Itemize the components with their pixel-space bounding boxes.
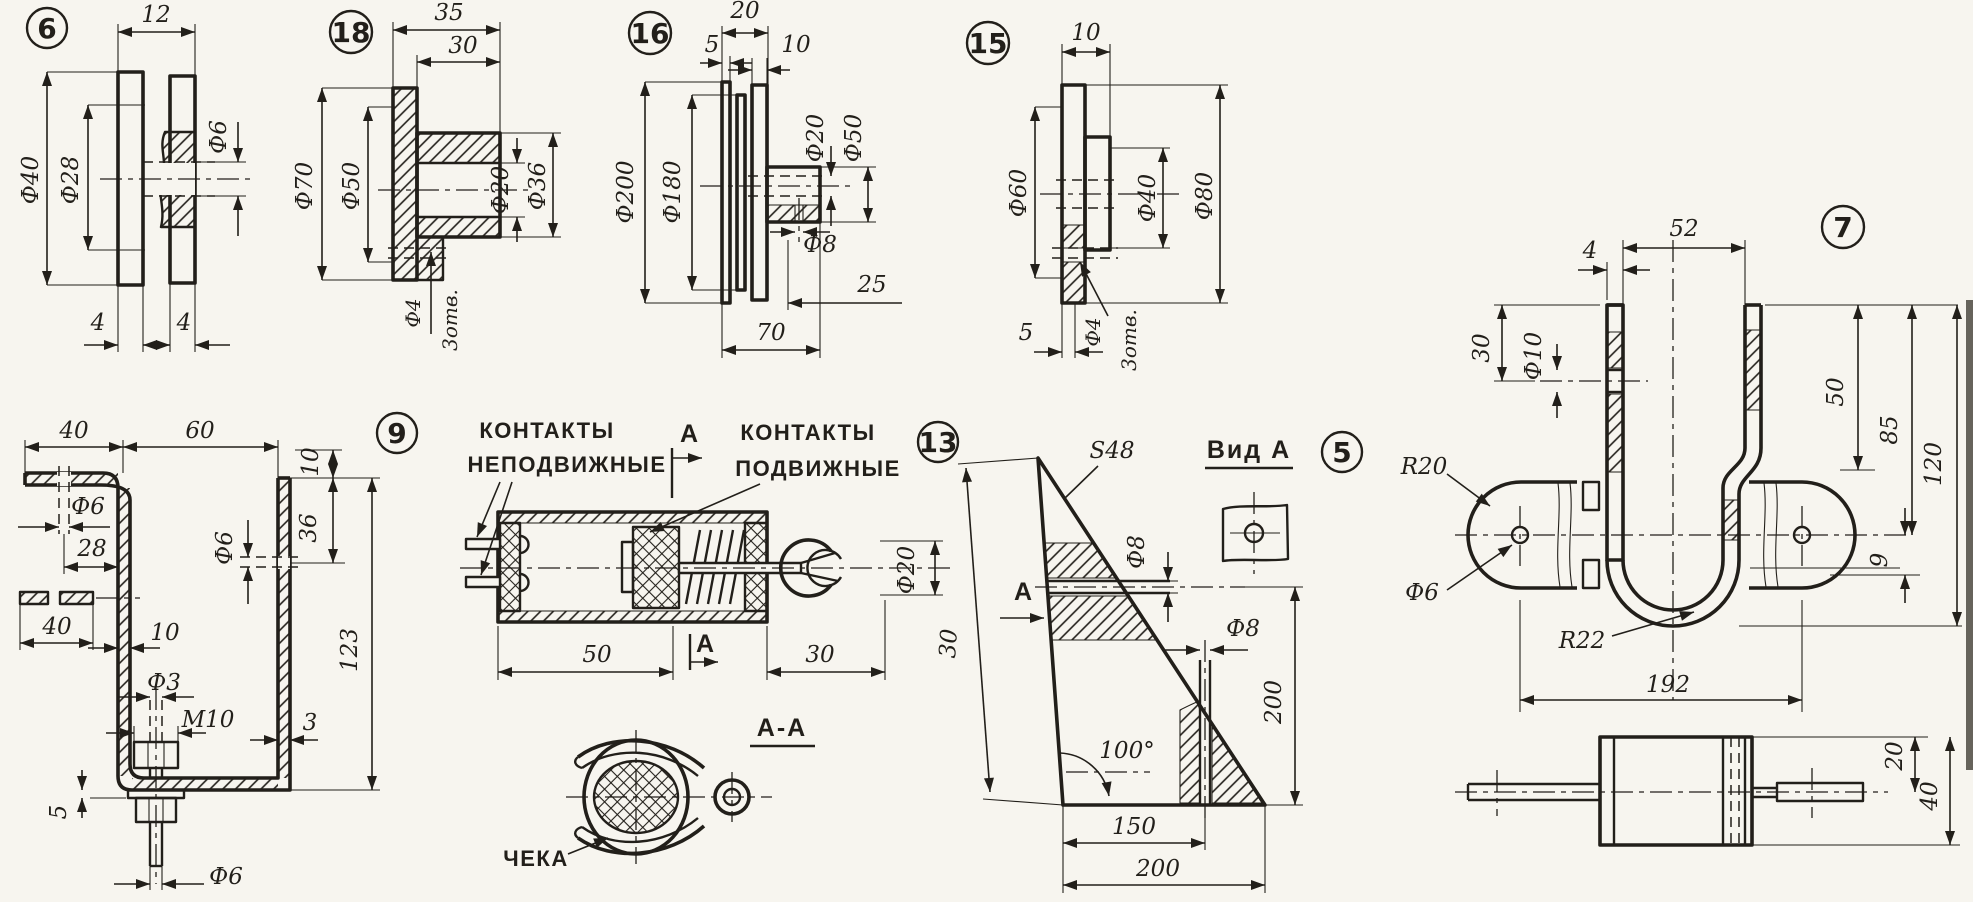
p15-dim-5: 5 xyxy=(1018,320,1034,346)
p16-dim-25: 25 xyxy=(857,272,887,298)
part-7-bottom-view xyxy=(1455,737,1960,845)
asm-dim-d20: Ф20 xyxy=(894,545,920,595)
p9-dim-40a: 40 xyxy=(59,418,89,444)
p18-dim-d36: Ф36 xyxy=(525,161,551,211)
p6-dim-d28: Ф28 xyxy=(58,155,84,205)
p7-dim-d10: Ф10 xyxy=(1521,331,1547,381)
p9-dim-d6a: Ф6 xyxy=(71,494,105,520)
p18-dim-d50: Ф50 xyxy=(339,161,365,211)
part-18-dimensions xyxy=(292,0,561,351)
part-15-dimensions xyxy=(1006,20,1228,371)
p18-dim-d20: Ф20 xyxy=(488,165,514,215)
p9-number: 9 xyxy=(387,417,407,450)
p9-dim-5: 5 xyxy=(46,804,72,820)
p9-dim-d6c: Ф6 xyxy=(209,864,243,890)
p15-dim-d60: Ф60 xyxy=(1006,168,1032,218)
p7-dim-120: 120 xyxy=(1921,442,1947,486)
p15-number: 15 xyxy=(968,27,1008,60)
label-fixed-contacts-1: КОНТАКТЫ xyxy=(479,418,615,443)
view-a-title: Вид А xyxy=(1206,436,1292,464)
p18-dim-d70: Ф70 xyxy=(292,161,318,211)
p13-dim-200a: 200 xyxy=(1261,680,1287,724)
part-16-geometry xyxy=(700,82,855,303)
p7-dim-r20: R20 xyxy=(1400,454,1448,480)
p6-dim-4b: 4 xyxy=(176,310,192,336)
p15-dim-d40: Ф40 xyxy=(1135,173,1161,223)
p13-dim-150: 150 xyxy=(1112,814,1156,840)
p9-dim-10a: 10 xyxy=(298,447,324,477)
asm-dim-30: 30 xyxy=(805,642,835,668)
p16-dim-d200: Ф200 xyxy=(613,160,639,224)
p5-number: 5 xyxy=(1332,436,1352,469)
p16-dim-d180: Ф180 xyxy=(660,160,686,224)
part-16-view xyxy=(613,0,902,358)
p9-dim-60: 60 xyxy=(185,418,215,444)
p13-dim-30: 30 xyxy=(935,627,964,660)
p18-dim-holes: 3отв. xyxy=(438,289,462,351)
p15-dim-d4: Ф4 xyxy=(1081,317,1105,347)
part-15-view xyxy=(967,20,1228,371)
p13-number: 13 xyxy=(918,426,958,459)
assembly-annotations xyxy=(467,418,943,680)
p15-dim-d80: Ф80 xyxy=(1192,171,1218,221)
p16-dim-d20: Ф20 xyxy=(803,113,829,163)
p7-dim-40: 40 xyxy=(1917,781,1943,811)
label-cotter-pin: ЧЕКА xyxy=(503,846,569,871)
p18-dim-35: 35 xyxy=(434,0,464,26)
p15-dim-holes: 3отв. xyxy=(1117,309,1141,371)
p18-dim-d4: Ф4 xyxy=(401,298,425,328)
p7-dim-9: 9 xyxy=(1867,552,1893,568)
p7-dim-d6: Ф6 xyxy=(1405,580,1439,606)
p9-dim-d3: Ф3 xyxy=(147,670,181,696)
assembly-geometry xyxy=(460,512,952,622)
p16-dim-70: 70 xyxy=(756,320,786,346)
p6-dim-d40: Ф40 xyxy=(18,155,44,205)
p6-dim-d6: Ф6 xyxy=(206,120,232,154)
part-6-view xyxy=(18,2,252,352)
part-18-view xyxy=(292,0,561,351)
p15-dim-10: 10 xyxy=(1071,20,1101,46)
p7-number: 7 xyxy=(1833,211,1853,244)
part-7-geometry xyxy=(1455,240,1962,700)
part-6-geometry xyxy=(100,72,252,285)
part-6-dimensions xyxy=(18,2,246,352)
p7-dim-30: 30 xyxy=(1469,333,1495,363)
p18-number: 18 xyxy=(331,16,371,49)
section-mark-bottom: А xyxy=(695,630,717,658)
p9-dim-123: 123 xyxy=(337,628,363,672)
asm-dim-50: 50 xyxy=(582,642,612,668)
label-movable-contacts-2: ПОДВИЖНЫЕ xyxy=(735,456,901,481)
section-mark-top: А xyxy=(679,420,701,448)
p13-dim-d8a: Ф8 xyxy=(1124,535,1150,569)
p9-dim-10b: 10 xyxy=(150,620,180,646)
part-7-view xyxy=(1400,206,1973,845)
part-9-view xyxy=(18,413,417,890)
p9-dim-3: 3 xyxy=(302,710,318,736)
p9-dim-40b: 40 xyxy=(42,614,72,640)
section-a-a-view xyxy=(503,714,815,871)
p9-dim-d6b: Ф6 xyxy=(212,531,238,565)
scan-edge xyxy=(1966,300,1973,770)
p16-dim-d8: Ф8 xyxy=(803,232,837,258)
p6-dim-12: 12 xyxy=(141,2,171,28)
p16-dim-10: 10 xyxy=(781,32,811,58)
p13-dim-100deg: 100° xyxy=(1099,738,1155,764)
p7-dim-50: 50 xyxy=(1823,377,1849,407)
view-a-part-5 xyxy=(1205,432,1362,574)
p13-dim-s48: S48 xyxy=(1089,438,1135,464)
p7-dim-4: 4 xyxy=(1582,238,1598,264)
p16-dim-d50: Ф50 xyxy=(841,113,867,163)
p16-number: 16 xyxy=(630,17,670,50)
contact-assembly-view xyxy=(460,418,952,871)
part-7-dimensions xyxy=(1400,216,1957,712)
part-13-view xyxy=(918,422,1303,893)
p7-dim-20: 20 xyxy=(1882,741,1908,771)
p16-dim-20: 20 xyxy=(730,0,760,24)
p6-dim-4a: 4 xyxy=(90,310,106,336)
p13-view-arrow-label: А xyxy=(1013,578,1035,606)
section-a-a-title: А-А xyxy=(756,714,808,742)
label-movable-contacts-1: КОНТАКТЫ xyxy=(740,420,876,445)
p9-dim-28: 28 xyxy=(77,536,107,562)
p16-dim-5: 5 xyxy=(704,32,720,58)
p9-dim-m10: М10 xyxy=(181,707,235,733)
p7-dim-r22: R22 xyxy=(1558,628,1606,654)
p13-dim-d8b: Ф8 xyxy=(1226,616,1260,642)
p18-dim-30: 30 xyxy=(448,33,478,59)
p7-dim-52: 52 xyxy=(1669,216,1699,242)
p7-dim-85: 85 xyxy=(1877,415,1903,445)
p6-number: 6 xyxy=(37,12,57,45)
p7-dim-192: 192 xyxy=(1646,672,1690,698)
p9-dim-36: 36 xyxy=(296,513,322,543)
p13-dim-200b: 200 xyxy=(1136,856,1180,882)
label-fixed-contacts-2: НЕПОДВИЖНЫЕ xyxy=(467,452,667,477)
part-9-dimensions xyxy=(18,418,380,890)
